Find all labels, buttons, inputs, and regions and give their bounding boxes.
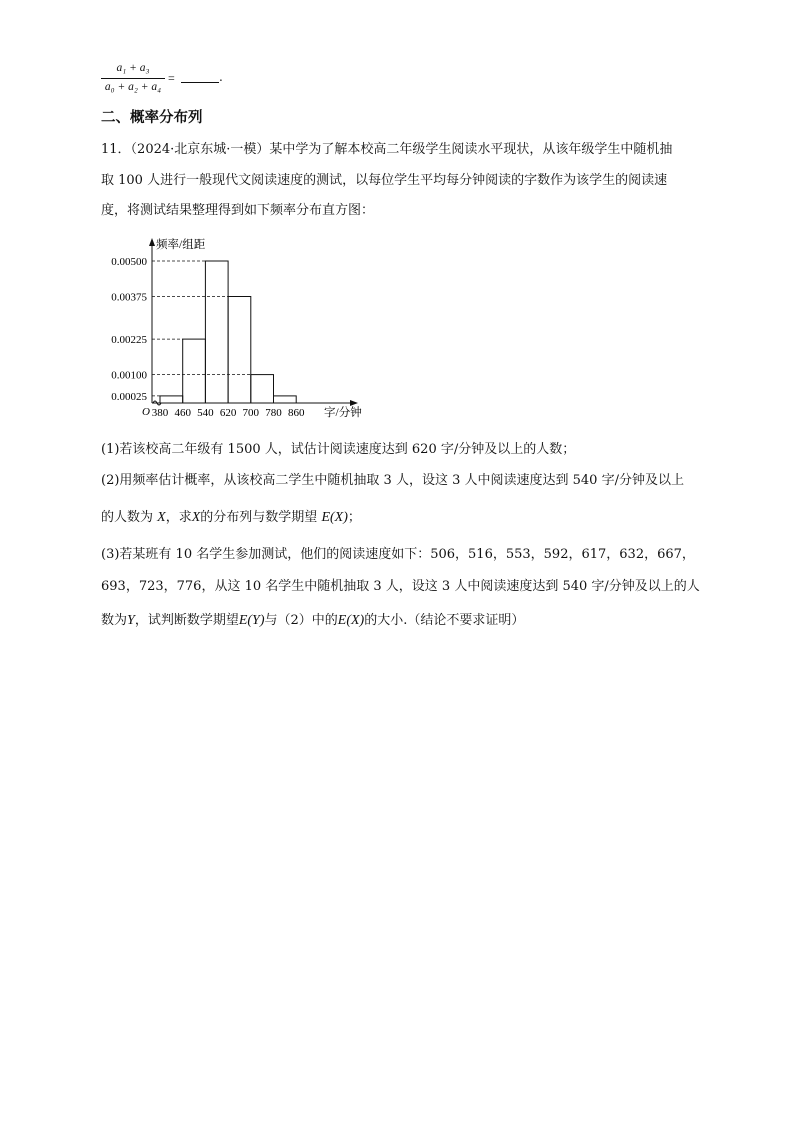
question-2-line-2 — [101, 509, 711, 527]
expectation-ex: E(X) — [321, 510, 348, 525]
end-mark: . — [219, 70, 223, 84]
variable-x-2: X — [191, 510, 201, 525]
question-3-line-2: 693，723，776，从这 10 名学生中随机抽取 3 人，设这 3 人中阅读速度达到 540 字/分钟及以上的人 — [101, 579, 700, 594]
problem-intro-line-2: 取 100 人进行一般现代文阅读速度的测试，以每位学生平均每分钟阅读的字数作为该学生的阅读速 — [101, 173, 668, 188]
question-3-line-3 — [101, 612, 711, 630]
y-axis-arrow — [149, 238, 155, 246]
variable-x: X — [157, 510, 166, 525]
fraction-numerator: a₁ + a₃ — [116, 62, 150, 74]
y-tick-label: 0.00500 — [111, 256, 147, 268]
y-axis-label: 频率/组距 — [156, 239, 206, 251]
y-tick-label: 0.00100 — [111, 369, 147, 382]
fraction-bar — [101, 78, 165, 79]
q2-text-d: ； — [347, 510, 361, 525]
q2-text-c: 的分布列与数学期望 — [200, 510, 318, 525]
origin-label: O — [142, 406, 150, 418]
question-2-line-1: (2)用频率估计概率，从该校高二学生中随机抽取 3 人，设这 3 人中阅读速度达到 540 字/分钟及以上 — [101, 473, 684, 488]
q3-text-d: 的大小.（结论不要求证明） — [364, 613, 525, 628]
y-tick-label: 0.00225 — [111, 334, 147, 347]
x-axis-arrow — [350, 400, 358, 406]
section-title: 二、概率分布列 — [101, 110, 203, 126]
y-tick-label: 0.00375 — [111, 291, 147, 304]
frequency-histogram — [96, 232, 376, 422]
variable-y: Y — [127, 613, 135, 628]
q3-text-b: ，试判断数学期望 — [134, 613, 239, 628]
problem-intro-line-3: 度，将测试结果整理得到如下频率分布直方图： — [101, 203, 375, 218]
histogram-bar — [183, 339, 206, 403]
x-tick-label: 860 — [287, 407, 305, 419]
question-3-line-1: (3)若某班有 10 名学生参加测试，他们的阅读速度如下：506，516，553，592，617，632，667， — [101, 547, 695, 562]
fraction-denominator: a₀ + a₂ + a₄ — [104, 81, 162, 93]
histogram-bar — [205, 261, 228, 403]
q3-text-c: 与（2）中的 — [264, 613, 338, 628]
expectation-ey: E(Y) — [238, 613, 265, 628]
x-tick-label: 620 — [219, 407, 237, 419]
equals-sign: = — [168, 71, 175, 85]
x-axis-label: 字/分钟 — [324, 407, 362, 419]
histogram-bar — [160, 396, 183, 403]
expectation-ex-2: E(X) — [337, 613, 365, 628]
histogram-bar — [228, 297, 251, 404]
x-tick-label: 540 — [197, 407, 214, 419]
q3-text-a: 数为 — [101, 613, 128, 628]
problem-intro-line-1: 11．（2024·北京东城·一模）某中学为了解本校高二年级学生阅读水平现状，从该年级学生中随机抽 — [101, 142, 673, 157]
histogram-bar — [274, 396, 297, 403]
x-tick-label: 780 — [265, 407, 282, 419]
histogram-bar — [251, 375, 274, 403]
q2-text-a: 的人数为 — [101, 510, 154, 525]
x-tick-label: 460 — [174, 407, 191, 419]
x-tick-label: 380 — [151, 407, 169, 419]
q2-text-b: ，求 — [165, 510, 192, 525]
question-1: (1)若该校高二年级有 1500 人，试估计阅读速度达到 620 字/分钟及以上的人数； — [101, 442, 576, 457]
answer-blank — [181, 82, 219, 83]
y-tick-label: 0.00025 — [111, 390, 147, 403]
x-tick-label: 700 — [242, 407, 260, 419]
